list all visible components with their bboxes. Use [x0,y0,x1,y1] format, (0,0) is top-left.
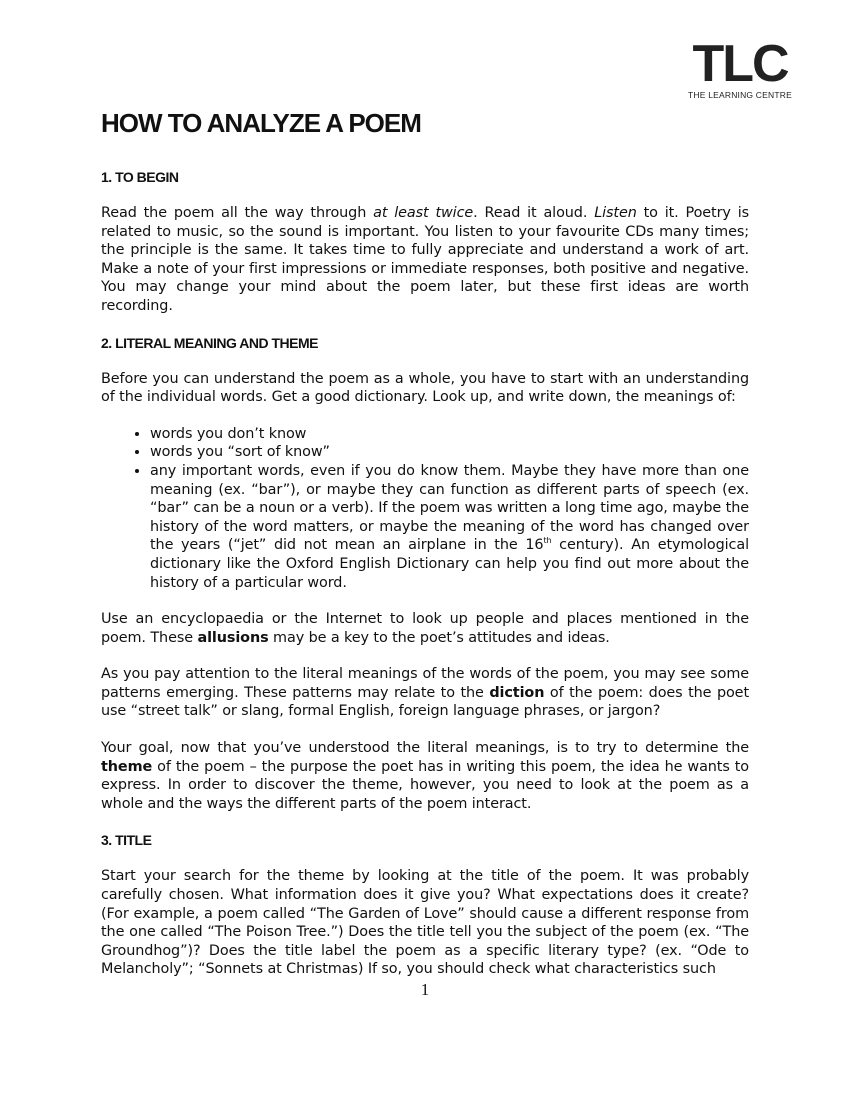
heading-literal-meaning: 2. LITERAL MEANING AND THEME [101,334,319,351]
paragraph-to-begin [101,204,749,316]
text-run: to it. Poetry is related to music, so the sound is important. You listen to your favourite CDs many times; the principle is the same. It takes time to fully appreciate and understand a work of art. Make a note of your first impressions or immediate responses, both positive and negative. You may change your mind about the poem later, but these first ideas are worth recording. [101,205,749,314]
paragraph-title: Start your search for the theme by looking at the title of the poem. It was probably carefully chosen. What information does it give you? What expectations does it create? (For example, a poem called “The Garden of Love” should cause a different response from the one called “The Poison Tree.”) Does the title tell you the subject of the poem (ex. “The Groundhog”)? Does the title label the poem as a specific literary type? (ex. “Ode to Melancholy”; “Sonnets at Christmas) If so, you should check what characteristics such [101,868,749,978]
superscript: th [543,536,552,546]
paragraph-literal-intro: Before you can understand the poem as a whole, you have to start with an understanding of the individual words. Get a good dictionary. Look up, and write down, the meanings of: [101,370,749,406]
logo-subtitle: THE LEARNING CENTRE [688,90,792,100]
heading-title: 3. TITLE [101,832,152,849]
text-run: century). An etymological dictionary like the Oxford English Dictionary can help you find out more about the history of a particular word. [150,537,749,591]
logo-mark: TLC [692,35,788,93]
bold-theme: theme [101,758,153,775]
list-item: • words you “sort of know” [150,443,749,462]
list-item: • words you don’t know [150,425,749,444]
page-number: 1 [420,980,430,999]
tlc-logo [686,35,794,100]
bold-diction: diction [489,684,545,701]
list-item [150,462,749,592]
text-run: . Read it aloud. [473,205,595,221]
emphasis-listen: Listen [594,205,637,221]
text-run: of the poem: does the poet use “street talk” or slang, formal English, foreign language phrases, or jargon? [101,684,749,720]
paragraph-allusions [101,610,749,647]
text-run: any important words, even if you do know them. Maybe they have more than one meaning (ex. “bar”), or maybe they can function as different parts of speech (ex. “bar” can be a noun or a verb). If the poem was written a long time ago, maybe the history of the word matters, or maybe the meaning of the word has changed over the years (“jet” did not mean an airplane in the 16 [150,462,749,554]
text-run: As you pay attention to the literal meanings of the words of the poem, you may see some patterns emerging. These patterns may relate to the [101,666,749,701]
paragraph-diction [101,665,749,721]
bold-allusions: allusions [197,629,269,646]
paragraph-theme [101,739,749,813]
text-run: Your goal, now that you’ve understood the literal meanings, is to try to determine the [101,740,749,757]
emphasis-at-least-twice: at least twice [373,205,474,221]
page-title: HOW TO ANALYZE A POEM [101,108,421,138]
text-run: may be a key to the poet’s attitudes and ideas. [268,629,610,646]
text-run: Use an encyclopaedia or the Internet to look up people and places mentioned in the poem. These [101,611,749,646]
heading-to-begin: 1. TO BEGIN [101,169,179,185]
word-list [101,425,749,592]
text-run: Read the poem all the way through [101,205,374,221]
document-body [101,106,749,997]
text-run: of the poem – the purpose the poet has in writing this poem, the idea he wants to express. In order to discover the theme, however, you need to look at the poem as a whole and the ways the different parts of the poem interact. [101,758,749,812]
